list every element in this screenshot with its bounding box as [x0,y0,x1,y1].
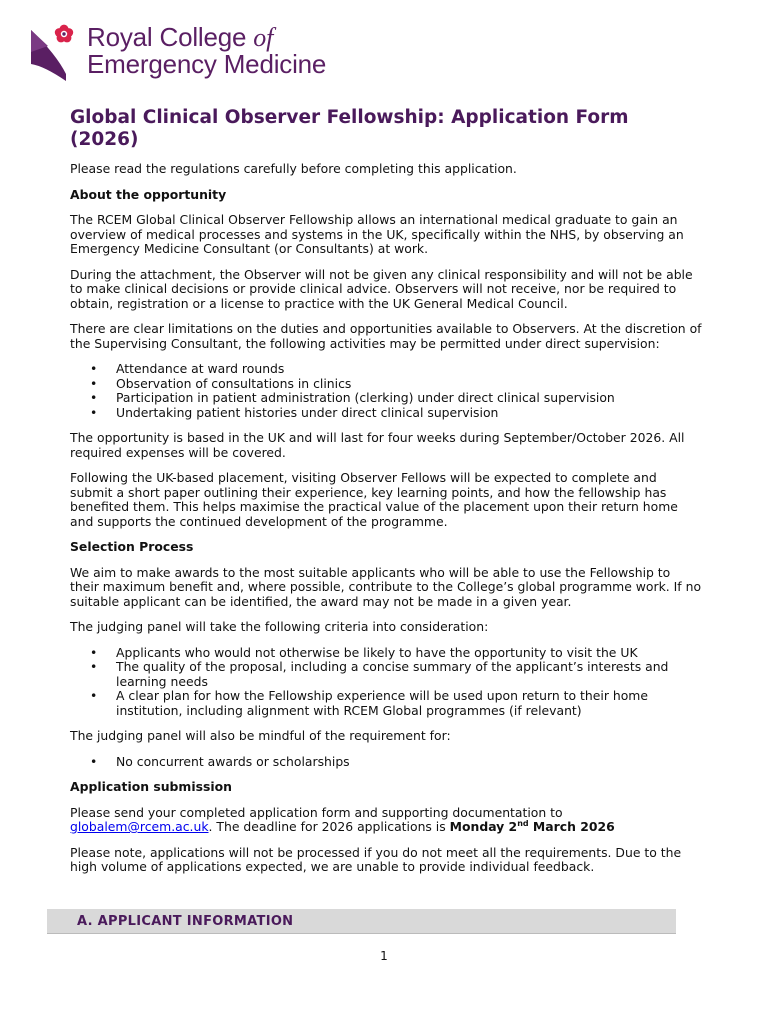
list-item: • Participation in patient administration (clerking) under direct clinical supervision [70,391,702,406]
page-title: Global Clinical Observer Fellowship: Application Form (2026) [70,107,629,150]
submission-paragraph-2: Please note, applications will not be processed if you do not meet all the requirements. Due to the high volume of applications expected, we are unable to provide individual feedback. [70,844,682,874]
about-heading: About the opportunity [70,186,227,202]
selection-heading: Selection Process [70,539,194,554]
section-a-title: A. APPLICANT INFORMATION [77,914,294,929]
rcem-logo [30,24,360,84]
deadline: Monday 2nd March 2026 [449,818,615,834]
list-item: • Undertaking patient histories under direct clinical supervision [70,406,702,421]
about-paragraph-3: There are clear limitations on the duties and opportunities available to Observers. At the discretion of the Supervising Consultant, the following activities may be permitted under direct supervision: [70,321,702,351]
selection-paragraph-2: The judging panel will take the following criteria into consideration: [70,619,489,634]
about-paragraph-4: The opportunity is based in the UK and will last for four weeks during September/October 2026. All required expenses will be covered. [70,430,685,460]
about-paragraph-5: Following the UK-based placement, visiting Observer Fellows will be expected to complete and submit a short paper outlining their experience, key learning points, and how the fellowship has benefited them. This helps maximise the practical value of the placement upon their return home and supports the continued development of the programme. [70,470,678,529]
list-item: • Applicants who would not otherwise be likely to have the opportunity to visit the UK [70,646,702,661]
logo-wordmark: Royal College of Emergency Medicine [87,22,327,79]
section-a-header [47,909,676,934]
submission-heading: Application submission [70,779,232,794]
list-item: • No concurrent awards or scholarships [70,755,702,770]
email-link[interactable]: globalem@rcem.ac.uk [70,819,209,834]
selection-paragraph-1: We aim to make awards to the most suitable applicants who will be able to use the Fellowship to their maximum benefit and, where possible, contribute to the College’s global programme work. If no suitable applicant can be identified, the award may not be made in a given year. [70,564,702,609]
list-item: • Observation of consultations in clinics [70,377,702,392]
list-item: • Attendance at ward rounds [70,362,702,377]
rcem-emblem-icon [30,24,78,82]
intro-text: Please read the regulations carefully before completing this application. [70,161,517,176]
requirements-list [70,755,702,770]
document-body [70,107,702,886]
page-number: 1 [380,949,388,963]
selection-paragraph-3: The judging panel will also be mindful of the requirement for: [70,728,451,743]
list-item: • The quality of the proposal, including a concise summary of the applicant’s interests and learning needs [70,660,702,689]
activities-list [70,362,702,420]
list-item: • A clear plan for how the Fellowship experience will be used upon return to their home institution, including alignment with RCEM Global programmes (if relevant) [70,689,702,718]
about-paragraph-1: The RCEM Global Clinical Observer Fellowship allows an international medical graduate to gain an overview of medical processes and systems in the UK, specifically within the NHS, by observing an Emergency Medicine Consultant (or Consultants) at work. [70,212,684,256]
criteria-list [70,646,702,719]
submission-paragraph-1: Please send your completed application form and supporting documentation to globalem@rcem.ac.uk. The deadline for 2026 applications is Monday 2nd March 2026 [70,804,615,834]
about-paragraph-2: During the attachment, the Observer will not be given any clinical responsibility and will not be able to make clinical decisions or provide clinical advice. Observers will not receive, nor be required to obtain, registration or a license to practice with the UK General Medical Council. [70,266,693,311]
